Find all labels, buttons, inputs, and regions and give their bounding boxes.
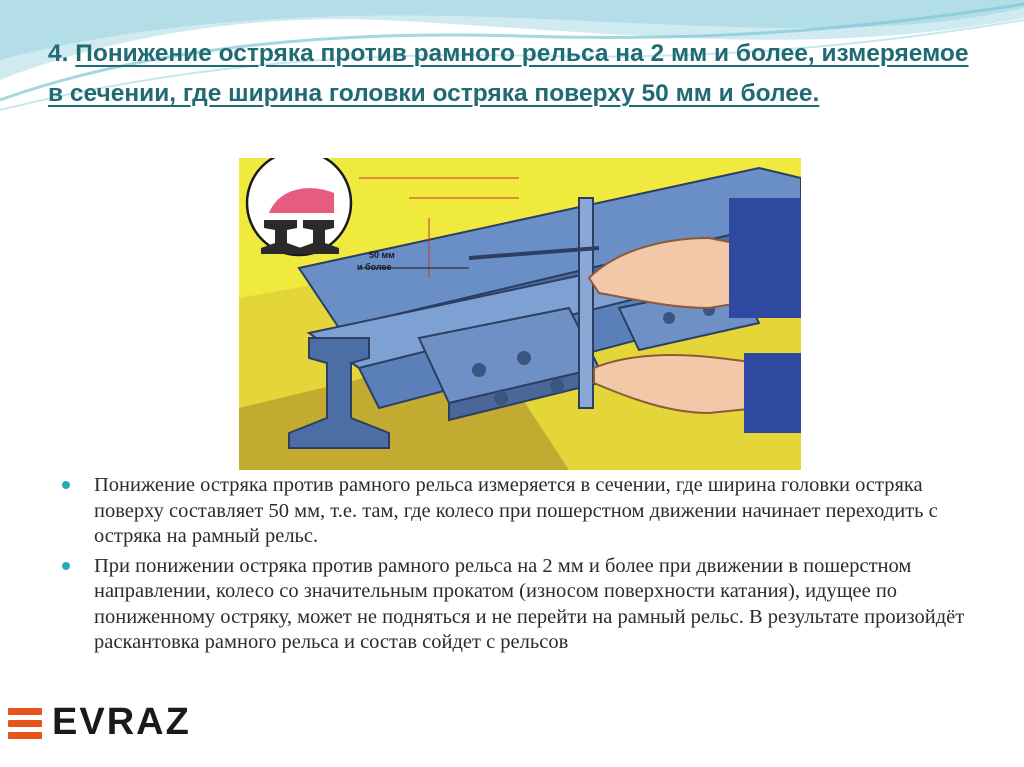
title-text: Понижение остряка против рамного рельса на 2 мм и более, измеряемое в сечении, где ширина головки остряка поверху 50 мм и более.: [48, 40, 969, 107]
evraz-logo: [8, 701, 228, 744]
figure-label-1: 50 мм: [369, 250, 395, 260]
title-number: 4.: [48, 40, 69, 67]
bullet-text: Понижение остряка против рамного рельса измеряется в сечении, где ширина головки остряка поверху составляет 50 мм, т.е. там, где колесо при пошерстном движении начинает переходить с остряка на рамный рельс.: [94, 474, 938, 547]
logo-text: EVRAZ: [52, 701, 191, 743]
logo-bars-icon: [8, 708, 42, 740]
bullet-text: При понижении остряка против рамного рельса на 2 мм и более при движении в пошерстном направлении, колесо со значительным прокатом (износом поверхности катания), идущее по пониженному остряку, может не подняться и не перейти на рамный рельс. В результате произойдёт раскантовка рамного рельса и состав сойдет с рельсов: [94, 554, 965, 653]
figure-label-2: и более: [357, 262, 392, 272]
bullet-list: [62, 473, 982, 660]
bullet-dot-icon: [62, 481, 70, 489]
rail-illustration: [239, 158, 801, 470]
bullet-item: [62, 554, 982, 656]
bullet-item: [62, 473, 982, 550]
slide-title: [48, 34, 978, 114]
bullet-dot-icon: [62, 562, 70, 570]
